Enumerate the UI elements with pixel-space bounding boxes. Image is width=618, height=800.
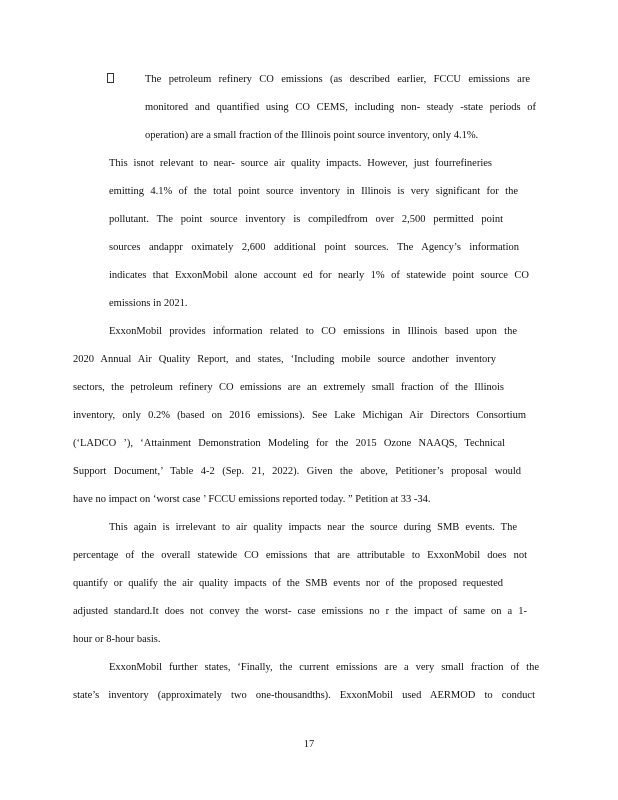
paragraph-line: have no impact on ‘worst case ’ FCCU emissions reported today. ” Petition at 33 -34. [73,494,431,505]
paragraph-line: This again is irrelevant to air quality impacts near the source during SMB events. The [109,522,517,533]
paragraph-line: inventory, only 0.2% (based on 2016 emissions). See Lake Michigan Air Directors Consortium [73,410,526,421]
paragraph-line: ExxonMobil provides information related to CO emissions in Illinois based upon the [109,326,517,337]
paragraph-line: percentage of the overall statewide CO emissions that are attributable to ExxonMobil does not [73,550,527,561]
paragraph-line: emitting 4.1% of the total point source inventory in Illinois is very significant for the [109,186,518,197]
paragraph-line: state’s inventory (approximately two one-thousandths). ExxonMobil used AERMOD to conduct [73,690,535,701]
paragraph-line: hour or 8-hour basis. [73,634,161,645]
bullet-line: The petroleum refinery CO emissions (as described earlier, FCCU emissions are [145,74,530,85]
bullet-line: monitored and quantified using CO CEMS, including non- steady -state periods of [145,102,536,113]
paragraph-line: adjusted standard.It does not convey the worst- case emissions no r the impact of same on a 1- [73,606,527,617]
paragraph-line: emissions in 2021. [109,298,188,309]
paragraph-line: quantify or qualify the air quality impacts of the SMB events nor of the proposed requested [73,578,503,589]
missing-glyph-box-icon [107,73,114,83]
paragraph-line: pollutant. The point source inventory is compiledfrom over 2,500 permitted point [109,214,503,225]
paragraph-line: Support Document,’ Table 4-2 (Sep. 21, 2022). Given the above, Petitioner’s proposal would [73,466,521,477]
paragraph-line: indicates that ExxonMobil alone account ed for nearly 1% of statewide point source CO [109,270,529,281]
paragraph-line: This isnot relevant to near- source air quality impacts. However, just fourrefineries [109,158,492,169]
paragraph-line: (‘LADCO ’), ‘Attainment Demonstration Modeling for the 2015 Ozone NAAQS, Technical [73,438,505,449]
page-number: 17 [303,739,315,750]
bullet-line: operation) are a small fraction of the Illinois point source inventory, only 4.1%. [145,130,479,141]
paragraph-line: sectors, the petroleum refinery CO emissions are an extremely small fraction of the Illinois [73,382,504,393]
paragraph-line: sources andappr oximately 2,600 additional point sources. The Agency’s information [109,242,519,253]
paragraph-line: 2020 Annual Air Quality Report, and states, ‘Including mobile source andother inventory [73,354,496,365]
paragraph-line: ExxonMobil further states, ‘Finally, the current emissions are a very small fraction of the [109,662,539,673]
